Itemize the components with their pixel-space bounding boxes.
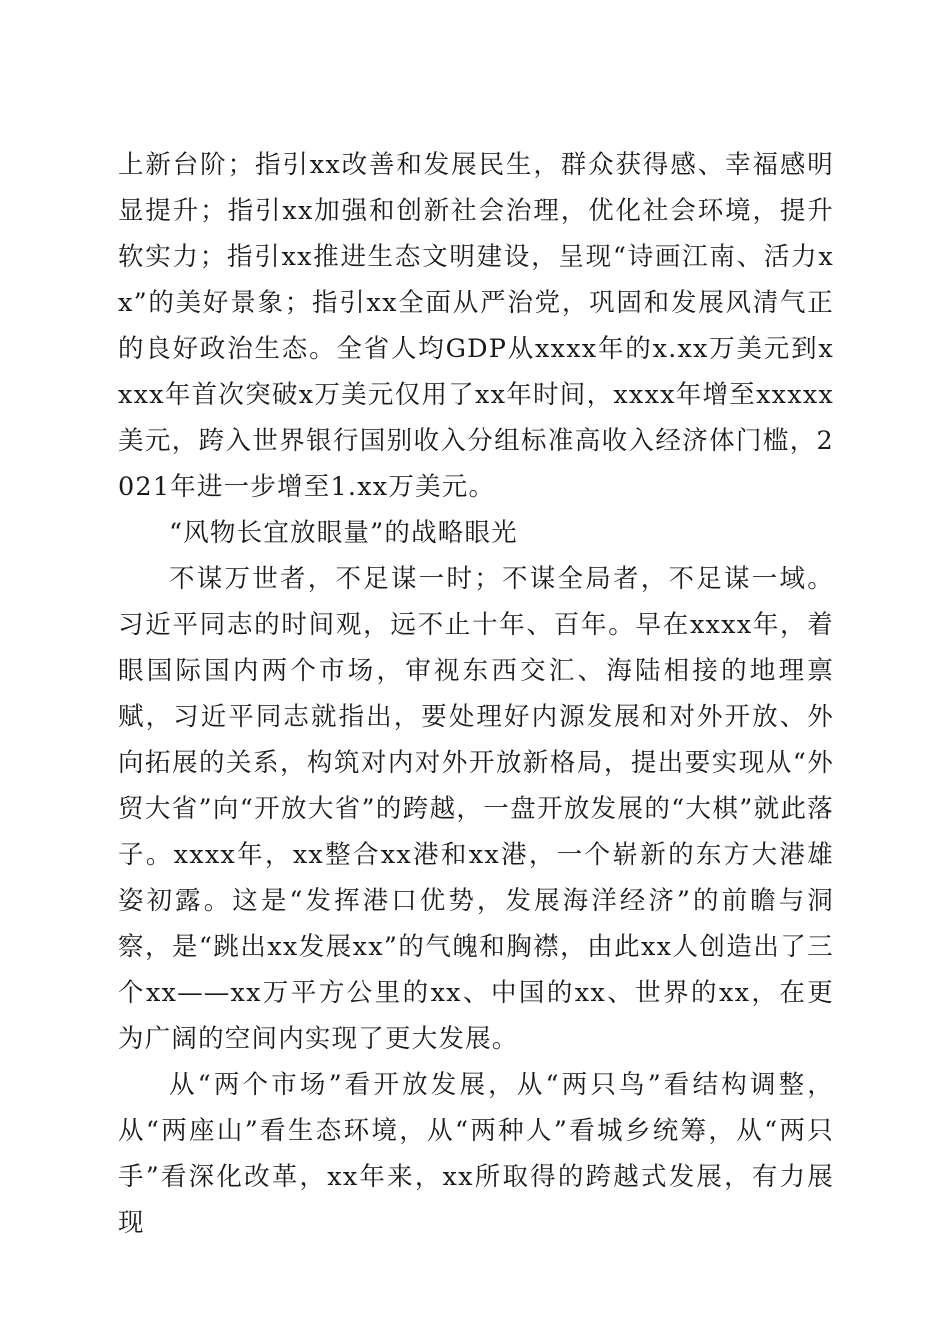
document-body <box>118 142 834 1246</box>
section-heading-strategic-vision: “风物长宜放眼量”的战略眼光 <box>169 518 518 548</box>
paragraph-strategic-vision: 不谋万世者，不足谋一时；不谋全局者，不足谋一域。习近平同志的时间观，远不止十年、百年。早在xxxx年，着眼国际国内两个市场，审视东西交汇、海陆相接的地理禀赋，习近平同志就指出，要处理好内源发展和对外开放、外向拓展的关系，构筑对内对外开放新格局，提出要实现从“外贸大省”向“开放大省”的跨越，一盘开放发展的“大棋”就此落子。xxxx年，xx整合xx港和xx港，一个崭新的东方大港雄姿初露。这是“发挥港口优势，发展海洋经济”的前瞻与洞察，是“跳出xx发展xx”的气魄和胸襟，由此xx人创造出了三个xx——xx万平方公里的xx、中国的xx、世界的xx，在更为广阔的空间内实现了更大发展。 <box>118 564 834 1054</box>
paragraph-achievements: 上新台阶；指引xx改善和发展民生，群众获得感、幸福感明显提升；指引xx加强和创新社会治理，优化社会环境，提升软实力；指引xx推进生态文明建设，呈现“诗画江南、活力xx”的美好景象；指引xx全面从严治党，巩固和发展风清气正的良好政治生态。全省人均GDP从xxxx年的x.xx万美元到xxxx年首次突破x万美元仅用了xx年时间，xxxx年增至xxxxx美元，跨入世界银行国别收入分组标准高收入经济体门槛，2021年进一步增至1.xx万美元。 <box>118 150 834 502</box>
paragraph-two-markets: 从“两个市场”看开放发展，从“两只鸟”看结构调整，从“两座山”看生态环境，从“两种人”看城乡统筹，从“两只手”看深化改革，xx年来，xx所取得的跨越式发展，有力展现 <box>118 1070 834 1238</box>
